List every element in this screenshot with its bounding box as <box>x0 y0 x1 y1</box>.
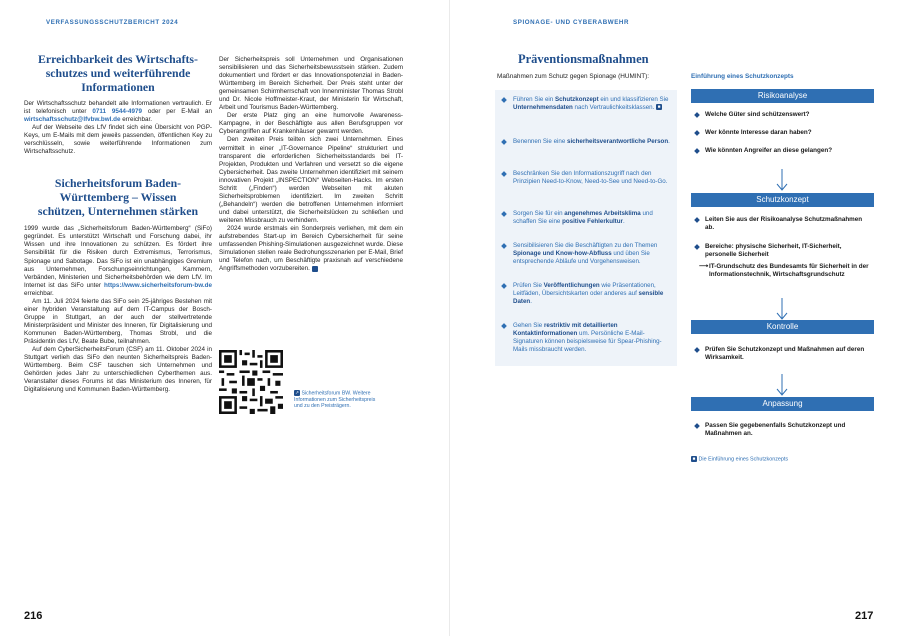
text: Führen Sie ein <box>513 96 555 103</box>
text: . <box>668 138 670 145</box>
section-heading: Erreichbarkeit des Wirtschaftsschutzes und weiterführende Informationen <box>38 52 198 94</box>
paragraph: Der erste Platz ging an eine humorvolle Awareness-Kampagne, in der Beschäftigte aus allen Berufsgruppen vor Cyberangriffen auf Krankenhäuser gewarnt werden. <box>219 112 403 136</box>
text: Passen Sie gegebenenfalls Schutzkonzept und Maßnahmen an. <box>705 422 846 438</box>
text: sicherheitsverantwortliche Person <box>567 138 669 145</box>
left-column-2 <box>219 56 403 273</box>
list-item <box>502 170 674 186</box>
text: restriktiv mit detaillierten Kontaktinformationen <box>513 322 618 337</box>
box-title-kontrolle: Kontrolle <box>691 320 874 334</box>
paragraph: Am 11. Juli 2024 feierte das SiFo sein 25-jähriges Bestehen mit einer hybriden Veranstaltung auf dem IT-Campus der Bosch-Gruppe in Stuttgart, an der auch der stellvertretende Ministerpräsident und Minister des Inneren, für Digitalisierung und Kommunen Baden-Württemberg, Thomas Strobl, und die Präsidentin des LfV, Beate Bube, teilnahmen. <box>24 297 212 345</box>
list-item <box>699 263 869 279</box>
list-item <box>705 129 870 137</box>
diamond-bullet-icon <box>694 347 700 353</box>
box-schutzkonzept <box>691 207 874 297</box>
text: Benennen Sie eine <box>513 138 568 145</box>
diamond-bullet-icon <box>501 171 507 177</box>
list-item <box>502 138 674 146</box>
diamond-bullet-icon <box>501 97 507 103</box>
diamond-bullet-icon <box>694 130 700 136</box>
text: Wie könnten Angreifer an diese gelangen? <box>705 147 833 154</box>
arrow-down-icon <box>776 169 788 191</box>
text: Beschränken Sie den Informationszugriff nach den Prinzipien Need-to-Know, Need-to-See und Need-to-Go. <box>513 170 668 185</box>
qr-caption <box>294 390 384 409</box>
diamond-bullet-icon <box>501 139 507 145</box>
text: Wer könnte Interesse daran haben? <box>705 129 812 136</box>
text: 1999 wurde das „Sicherheitsforum Baden-Württemberg“ (SiFo) gegründet. Es unterstützt Wirtschaft und Forschung dabei, ihr Wissen und ihre Innovationen zu schützen. Es fördert ihre Sensibilität für die Risiken durch Extremismus, Terrorismus, Spionage und Sabotage. Das SiFo ist ein unabhängiges Gremium aus Unternehmen, Forschungseinrichtungen, Kammern, Verbänden, Ministerien und Sicherheitsbehörden wie dem LfV. Im Internet ist das SiFo unter <box>24 225 212 289</box>
text: erreichbar. <box>120 116 153 124</box>
reference-icon: ■ <box>692 456 696 461</box>
list-item <box>502 210 674 226</box>
diamond-bullet-icon <box>694 112 700 118</box>
text: Prüfen Sie Schutzkonzept und Maßnahmen auf deren Wirksamkeit. <box>705 346 865 362</box>
text: ein und klassifizieren Sie <box>598 96 669 103</box>
text: und schaffen Sie eine <box>513 210 653 225</box>
text: Leiten Sie aus der Risikoanalyse Schutzmaßnahmen ab. <box>705 216 863 232</box>
diamond-bullet-icon <box>501 243 507 249</box>
text: nach Vertraulichkeitsklassen. <box>572 104 655 111</box>
diamond-bullet-icon <box>501 211 507 217</box>
paragraph: Der Sicherheitspreis soll Unternehmen und Organisationen sensibilisieren und das Sicherheitsbewusstsein stärken. Zudem dokumentiert und fördert er das Innovationspotenzial in Baden-Württemberg im Bereich Sicherheit. Der Preis steht unter der gemeinsamen Schirmherrschaft von Innenminister Thomas Strobl und Dr. Nicole Hoffmeister-Kraut, der Ministerin für Wirtschaft, Arbeit und Tourismus Baden-Württemberg. <box>219 56 403 112</box>
end-mark-icon: ■ <box>312 266 318 272</box>
text: erreichbar. <box>24 289 54 297</box>
list-item <box>502 322 674 354</box>
list-item <box>502 282 674 306</box>
diamond-bullet-icon <box>694 244 700 250</box>
list-item <box>705 111 870 119</box>
diamond-bullet-icon <box>501 283 507 289</box>
left-column-1 <box>24 52 212 394</box>
page-number: 216 <box>24 610 43 622</box>
text: Sensibilisieren Sie die Beschäftigten zu den Themen <box>513 242 658 249</box>
box-title-schutzkonzept: Schutzkonzept <box>691 193 874 207</box>
text: Die Einführung eines Schutzkonzepts <box>698 456 789 463</box>
list-item <box>705 422 870 438</box>
text: und üben Sie entsprechende Abläufe und Vorgehensweisen. <box>513 250 650 265</box>
text: . <box>530 298 532 305</box>
text: Sorgen Sie für ein <box>513 210 565 217</box>
text: sensible Daten <box>513 290 664 305</box>
qr-code[interactable] <box>219 350 283 414</box>
text: wie Präsentationen, Leitfäden, Übersichtskarten oder anderes auf <box>513 282 656 297</box>
link-icon: ↗ <box>295 390 299 395</box>
box-title-risikoanalyse: Risikoanalyse <box>691 89 874 103</box>
box-anpassung <box>691 411 874 449</box>
diamond-bullet-icon <box>501 323 507 329</box>
diamond-bullet-icon <box>694 217 700 223</box>
email-link[interactable]: wirtschaftsschutz@lfvbw.bwl.de <box>24 116 121 124</box>
text: . <box>622 218 625 225</box>
website-link[interactable]: https://www.sicherheitsforum-bw.de <box>104 281 212 289</box>
concept-title: Einführung eines Schutzkonzepts <box>691 73 794 80</box>
intro-text: Maßnahmen zum Schutz gegen Spionage (HUMINT): <box>497 73 650 80</box>
text: Spionage und Know-how-Abfluss <box>513 250 612 257</box>
running-head: SPIONAGE- UND CYBERABWEHR <box>513 19 630 26</box>
section-heading: Sicherheitsforum Baden-Württemberg – Wissen schützen, Unternehmen stärken <box>37 176 199 219</box>
list-item <box>705 346 870 362</box>
diamond-bullet-icon <box>694 423 700 429</box>
text: Gehen Sie <box>513 322 544 329</box>
diamond-bullet-icon <box>694 148 700 154</box>
text: angenehmes Arbeitsklima <box>564 210 641 217</box>
paragraph: Auf dem CyberSicherheitsForum (CSF) am 11. Oktober 2024 in Stuttgart verlieh das SiFo den neunten Sicherheitspreis Baden-Württemberg. Beim CSF tauschen sich Unternehmen und Gehörden jedes Jahr zu unterschiedlichen Cyberthemen aus. Veranstalter dieses Forums ist das Ministerium des Inneren, für Digitalisierung und Kommunen Baden-Württemberg. <box>24 346 212 394</box>
text: Veröffentlichungen <box>543 282 600 289</box>
arrow-right-icon: ⟶ <box>699 263 709 270</box>
paragraph <box>219 225 403 273</box>
list-item <box>705 243 870 259</box>
paragraph: Den zweiten Preis teilten sich zwei Unternehmen. Eines vermittelt in einer „IT-Governance Pipeline“ strukturiert und transparent die erforderlichen Sicherheitsstandards bei IT-Projekten, Produkten und Verfahren und versetzt so die eigene Cybersicherheit. Das zweite Unternehmen identifiziert mit seinem innovativen Projekt „INSPECTION“ Webseiten-Hacks. Im ersten Schritt („Finden“) werden Webseiten mit akuten Sicherheitsproblemen identifiziert. Im zweiten Schritt („Behandeln“) werden die betroffenen Unternehmen informiert und dabei unterstützt, die Sicherheitslücken zu schließen und weiteren Missbrauch zu verhindern. <box>219 136 403 224</box>
box-kontrolle <box>691 334 874 374</box>
arrow-down-icon <box>776 374 788 396</box>
list-item <box>705 216 870 232</box>
paragraph <box>24 100 212 124</box>
running-head: VERFASSUNGSSCHUTZBERICHT 2024 <box>46 19 179 26</box>
list-item <box>502 96 674 112</box>
qr-caption-text: Sicherheitsforum BW. Weitere Informationen zum Sicherheitspreis und zu den Preisträgern. <box>294 390 376 409</box>
concept-reference[interactable] <box>691 456 788 462</box>
text: positive Fehlerkultur <box>562 218 623 225</box>
paragraph <box>24 225 212 297</box>
page-number: 217 <box>855 610 874 622</box>
text: Prüfen Sie <box>513 282 544 289</box>
page-title: Präventionsmaßnahmen <box>518 52 649 66</box>
box-risikoanalyse <box>691 103 874 168</box>
reference-icon: ■ <box>657 104 661 110</box>
paragraph: Auf der Webseite des LfV findet sich eine Übersicht von PGP-Keys, um E-Mails mit dem jeweils passenden, öffentlichen Key zu verschlüsseln, sowie weiterführende Informationen zum Wirtschaftsschutz. <box>24 124 212 156</box>
measures-panel <box>495 90 677 366</box>
text: 2024 wurde erstmals ein Sonderpreis verliehen, mit dem ein aufstrebendes Start-up im Bereich Cybersicherheit für seine umfassenden Phishing-Simulationen ausgezeichnet wurde. Diese Simulationen stellen reale Bedrohungsszenarien per E-Mail, Brief und Telefon nach, um Beschäftigte praxisnah auf verschiedene Angriffsmethoden vorzubereiten. <box>219 224 403 273</box>
text: Schutzkonzept <box>554 96 599 103</box>
text: um. Persönliche E-Mail-Signaturen können beispielsweise für Spear-Phishing-Mails missbraucht werden. <box>513 330 662 353</box>
text: Unternehmensdaten <box>513 104 573 111</box>
list-item <box>705 147 870 155</box>
text: Bereiche: physische Sicherheit, IT-Sicherheit, personelle Sicherheit <box>705 243 842 259</box>
box-title-anpassung: Anpassung <box>691 397 874 411</box>
list-item <box>502 242 674 266</box>
phone-number: 0711 9544-4979 <box>92 108 142 116</box>
text: Der Wirtschaftsschutz behandelt alle Informationen vertraulich. Er ist telefonisch unter <box>24 100 212 116</box>
text: IT-Grundschutz des Bundesamts für Sicherheit in der Informationstechnik, Wirtschaftsgrundschutz <box>709 263 869 279</box>
text: Welche Güter sind schützenswert? <box>705 111 810 118</box>
arrow-down-icon <box>776 298 788 320</box>
text: oder per E-Mail an <box>141 108 212 116</box>
